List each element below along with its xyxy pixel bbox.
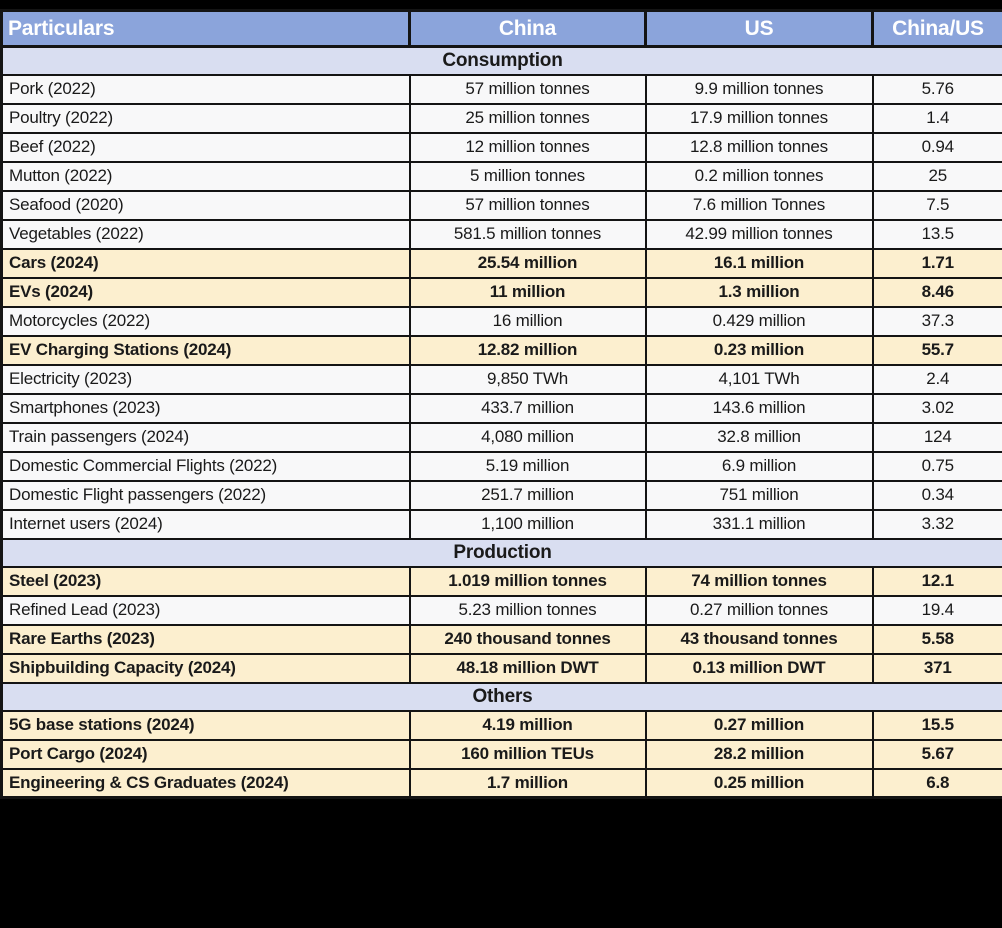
table-row xyxy=(2,394,1002,423)
cell-china: 581.5 million tonnes xyxy=(410,220,646,249)
column-header-china-us-ratio: China/US xyxy=(873,11,1002,47)
cell-ratio: 1.71 xyxy=(873,249,1002,278)
cell-label: Electricity (2023) xyxy=(2,365,410,394)
table-row xyxy=(2,162,1002,191)
header-row xyxy=(2,11,1002,47)
section-title: Others xyxy=(2,683,1002,711)
cell-label: Steel (2023) xyxy=(2,567,410,596)
cell-us: 12.8 million tonnes xyxy=(646,133,873,162)
table-row xyxy=(2,625,1002,654)
cell-label: EVs (2024) xyxy=(2,278,410,307)
cell-us: 74 million tonnes xyxy=(646,567,873,596)
table-row xyxy=(2,567,1002,596)
section-title: Production xyxy=(2,539,1002,567)
cell-us: 4,101 TWh xyxy=(646,365,873,394)
cell-label: Beef (2022) xyxy=(2,133,410,162)
table-row xyxy=(2,104,1002,133)
cell-label: Refined Lead (2023) xyxy=(2,596,410,625)
cell-china: 5.23 million tonnes xyxy=(410,596,646,625)
cell-us: 42.99 million tonnes xyxy=(646,220,873,249)
cell-china: 4.19 million xyxy=(410,711,646,740)
cell-china: 11 million xyxy=(410,278,646,307)
cell-china: 16 million xyxy=(410,307,646,336)
cell-label: Rare Earths (2023) xyxy=(2,625,410,654)
cell-label: Motorcycles (2022) xyxy=(2,307,410,336)
cell-us: 751 million xyxy=(646,481,873,510)
cell-china: 433.7 million xyxy=(410,394,646,423)
cell-ratio: 15.5 xyxy=(873,711,1002,740)
cell-label: Vegetables (2022) xyxy=(2,220,410,249)
cell-china: 5 million tonnes xyxy=(410,162,646,191)
cell-china: 1.019 million tonnes xyxy=(410,567,646,596)
cell-us: 0.25 million xyxy=(646,769,873,798)
cell-china: 12.82 million xyxy=(410,336,646,365)
cell-label: Port Cargo (2024) xyxy=(2,740,410,769)
cell-label: 5G base stations (2024) xyxy=(2,711,410,740)
cell-label: Smartphones (2023) xyxy=(2,394,410,423)
cell-us: 0.2 million tonnes xyxy=(646,162,873,191)
section-title: Consumption xyxy=(2,47,1002,75)
cell-us: 9.9 million tonnes xyxy=(646,75,873,104)
cell-label: Mutton (2022) xyxy=(2,162,410,191)
cell-china: 12 million tonnes xyxy=(410,133,646,162)
comparison-table-wrapper xyxy=(0,9,1002,799)
cell-us: 0.429 million xyxy=(646,307,873,336)
table-row xyxy=(2,278,1002,307)
cell-us: 28.2 million xyxy=(646,740,873,769)
cell-ratio: 371 xyxy=(873,654,1002,683)
cell-china: 25.54 million xyxy=(410,249,646,278)
table-row xyxy=(2,711,1002,740)
cell-label: Cars (2024) xyxy=(2,249,410,278)
table-row xyxy=(2,220,1002,249)
column-header-china: China xyxy=(410,11,646,47)
cell-china: 1.7 million xyxy=(410,769,646,798)
cell-us: 331.1 million xyxy=(646,510,873,539)
cell-china: 48.18 million DWT xyxy=(410,654,646,683)
cell-china: 57 million tonnes xyxy=(410,75,646,104)
cell-ratio: 55.7 xyxy=(873,336,1002,365)
table-row xyxy=(2,249,1002,278)
cell-label: Domestic Commercial Flights (2022) xyxy=(2,452,410,481)
cell-us: 32.8 million xyxy=(646,423,873,452)
cell-ratio: 8.46 xyxy=(873,278,1002,307)
cell-ratio: 3.32 xyxy=(873,510,1002,539)
cell-china: 9,850 TWh xyxy=(410,365,646,394)
cell-ratio: 0.34 xyxy=(873,481,1002,510)
cell-china: 57 million tonnes xyxy=(410,191,646,220)
cell-ratio: 0.94 xyxy=(873,133,1002,162)
cell-ratio: 7.5 xyxy=(873,191,1002,220)
table-row xyxy=(2,596,1002,625)
cell-label: EV Charging Stations (2024) xyxy=(2,336,410,365)
cell-label: Pork (2022) xyxy=(2,75,410,104)
table-header xyxy=(2,11,1002,47)
cell-label: Poultry (2022) xyxy=(2,104,410,133)
cell-ratio: 5.58 xyxy=(873,625,1002,654)
table-body xyxy=(2,47,1002,798)
cell-label: Domestic Flight passengers (2022) xyxy=(2,481,410,510)
cell-ratio: 124 xyxy=(873,423,1002,452)
cell-us: 143.6 million xyxy=(646,394,873,423)
cell-ratio: 5.76 xyxy=(873,75,1002,104)
table-row xyxy=(2,740,1002,769)
cell-us: 17.9 million tonnes xyxy=(646,104,873,133)
cell-label: Shipbuilding Capacity (2024) xyxy=(2,654,410,683)
cell-us: 0.27 million tonnes xyxy=(646,596,873,625)
cell-label: Engineering & CS Graduates (2024) xyxy=(2,769,410,798)
section-header-row xyxy=(2,683,1002,711)
table-row xyxy=(2,452,1002,481)
cell-china: 1,100 million xyxy=(410,510,646,539)
table-row xyxy=(2,481,1002,510)
cell-china: 4,080 million xyxy=(410,423,646,452)
cell-us: 0.13 million DWT xyxy=(646,654,873,683)
cell-ratio: 12.1 xyxy=(873,567,1002,596)
cell-label: Seafood (2020) xyxy=(2,191,410,220)
table-row xyxy=(2,75,1002,104)
cell-us: 43 thousand tonnes xyxy=(646,625,873,654)
table-row xyxy=(2,423,1002,452)
column-header-us: US xyxy=(646,11,873,47)
table-row xyxy=(2,133,1002,162)
cell-ratio: 13.5 xyxy=(873,220,1002,249)
cell-ratio: 5.67 xyxy=(873,740,1002,769)
cell-us: 7.6 million Tonnes xyxy=(646,191,873,220)
table-row xyxy=(2,336,1002,365)
table-row xyxy=(2,307,1002,336)
cell-china: 240 thousand tonnes xyxy=(410,625,646,654)
cell-ratio: 3.02 xyxy=(873,394,1002,423)
cell-ratio: 19.4 xyxy=(873,596,1002,625)
table-row xyxy=(2,769,1002,798)
cell-ratio: 25 xyxy=(873,162,1002,191)
cell-ratio: 2.4 xyxy=(873,365,1002,394)
section-header-row xyxy=(2,539,1002,567)
cell-us: 16.1 million xyxy=(646,249,873,278)
cell-ratio: 37.3 xyxy=(873,307,1002,336)
cell-us: 1.3 million xyxy=(646,278,873,307)
cell-china: 160 million TEUs xyxy=(410,740,646,769)
table-row xyxy=(2,510,1002,539)
column-header-particulars: Particulars xyxy=(2,11,410,47)
china-us-comparison-table xyxy=(0,9,1002,799)
table-row xyxy=(2,365,1002,394)
table-row xyxy=(2,654,1002,683)
table-row xyxy=(2,191,1002,220)
cell-us: 0.27 million xyxy=(646,711,873,740)
cell-china: 5.19 million xyxy=(410,452,646,481)
cell-china: 251.7 million xyxy=(410,481,646,510)
cell-china: 25 million tonnes xyxy=(410,104,646,133)
section-header-row xyxy=(2,47,1002,75)
cell-us: 6.9 million xyxy=(646,452,873,481)
cell-label: Internet users (2024) xyxy=(2,510,410,539)
cell-label: Train passengers (2024) xyxy=(2,423,410,452)
cell-ratio: 0.75 xyxy=(873,452,1002,481)
cell-ratio: 1.4 xyxy=(873,104,1002,133)
cell-ratio: 6.8 xyxy=(873,769,1002,798)
cell-us: 0.23 million xyxy=(646,336,873,365)
